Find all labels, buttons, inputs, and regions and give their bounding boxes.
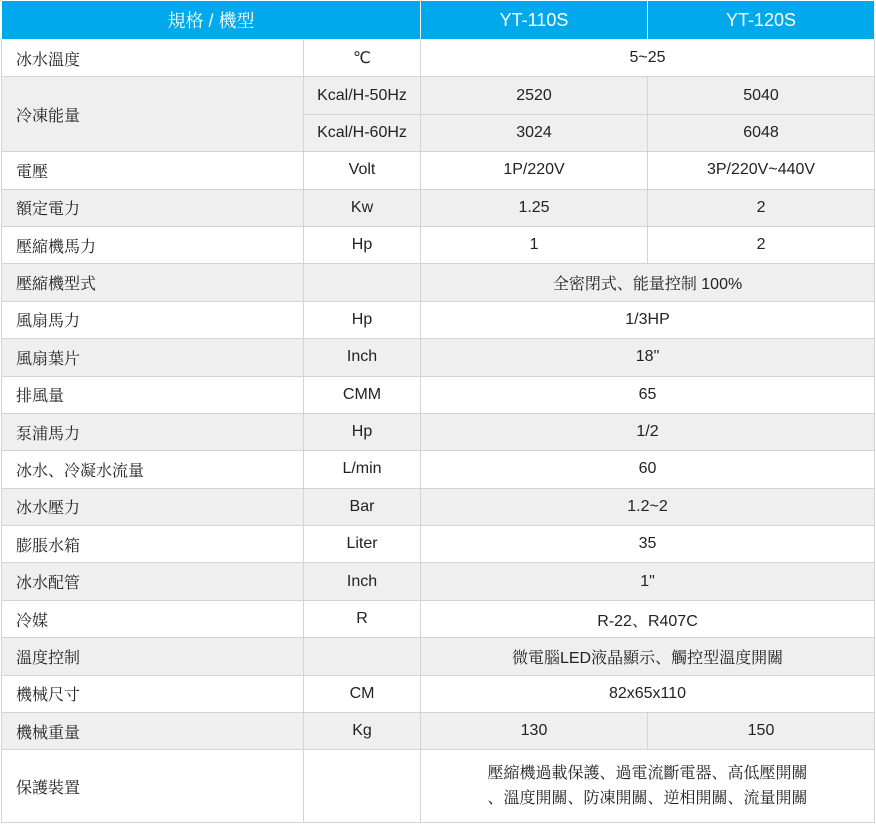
row-value: R-22、R407C bbox=[421, 600, 875, 637]
row-value-model-1: 2520 bbox=[421, 77, 648, 114]
header-model-2: YT-120S bbox=[648, 1, 875, 40]
row-water-pressure bbox=[2, 488, 875, 525]
row-unit: Kg bbox=[304, 713, 421, 750]
row-value-model-2: 150 bbox=[648, 713, 875, 750]
row-compressor-type bbox=[2, 264, 875, 301]
row-value-model-1: 1P/220V bbox=[421, 152, 648, 189]
row-label: 風扇馬力 bbox=[2, 301, 304, 338]
row-value: 微電腦LED液晶顯示、觸控型溫度開關 bbox=[421, 638, 875, 675]
row-voltage bbox=[2, 152, 875, 189]
row-temp-control bbox=[2, 638, 875, 675]
row-value-model-1: 1 bbox=[421, 226, 648, 263]
row-value-model-2: 3P/220V~440V bbox=[648, 152, 875, 189]
row-unit: Kcal/H-50Hz bbox=[304, 77, 421, 114]
row-value-model-2: 2 bbox=[648, 189, 875, 226]
row-value: 82x65x110 bbox=[421, 675, 875, 712]
row-chilled-water-temp bbox=[2, 40, 875, 77]
row-water-flow bbox=[2, 451, 875, 488]
row-unit: Volt bbox=[304, 152, 421, 189]
row-unit: Hp bbox=[304, 413, 421, 450]
row-label: 溫度控制 bbox=[2, 638, 304, 675]
row-unit: Liter bbox=[304, 526, 421, 563]
spec-table bbox=[1, 0, 875, 823]
row-weight bbox=[2, 713, 875, 750]
row-unit: Kw bbox=[304, 189, 421, 226]
row-label: 泵浦馬力 bbox=[2, 413, 304, 450]
row-expansion-tank bbox=[2, 526, 875, 563]
row-protection bbox=[2, 750, 875, 823]
row-unit: Kcal/H-60Hz bbox=[304, 114, 421, 151]
row-unit: Inch bbox=[304, 563, 421, 600]
row-value-model-2: 6048 bbox=[648, 114, 875, 151]
row-label: 機械尺寸 bbox=[2, 675, 304, 712]
row-label: 機械重量 bbox=[2, 713, 304, 750]
row-unit: R bbox=[304, 600, 421, 637]
row-cooling-capacity-50hz bbox=[2, 77, 875, 114]
row-air-volume bbox=[2, 376, 875, 413]
row-value: 1/2 bbox=[421, 413, 875, 450]
row-value: 35 bbox=[421, 526, 875, 563]
row-label: 風扇葉片 bbox=[2, 339, 304, 376]
row-value-model-2: 2 bbox=[648, 226, 875, 263]
row-value-model-1: 1.25 bbox=[421, 189, 648, 226]
row-fan-blade bbox=[2, 339, 875, 376]
row-value bbox=[421, 750, 875, 823]
header-spec-model: 規格 / 機型 bbox=[2, 1, 421, 40]
row-value: 1/3HP bbox=[421, 301, 875, 338]
row-unit: Bar bbox=[304, 488, 421, 525]
row-rated-power bbox=[2, 189, 875, 226]
row-label: 電壓 bbox=[2, 152, 304, 189]
row-unit: L/min bbox=[304, 451, 421, 488]
row-unit: ℃ bbox=[304, 40, 421, 77]
row-unit: CMM bbox=[304, 376, 421, 413]
row-label: 排風量 bbox=[2, 376, 304, 413]
row-value: 18" bbox=[421, 339, 875, 376]
row-unit: Hp bbox=[304, 301, 421, 338]
row-value: 65 bbox=[421, 376, 875, 413]
row-value: 1.2~2 bbox=[421, 488, 875, 525]
row-label: 壓縮機馬力 bbox=[2, 226, 304, 263]
row-label: 冷媒 bbox=[2, 600, 304, 637]
row-pump-hp bbox=[2, 413, 875, 450]
row-dimensions bbox=[2, 675, 875, 712]
row-label: 額定電力 bbox=[2, 189, 304, 226]
row-value-model-1: 3024 bbox=[421, 114, 648, 151]
row-label: 冰水壓力 bbox=[2, 488, 304, 525]
table-header-row bbox=[2, 1, 875, 40]
row-label: 膨脹水箱 bbox=[2, 526, 304, 563]
row-unit: CM bbox=[304, 675, 421, 712]
row-value-model-1: 130 bbox=[421, 713, 648, 750]
row-value: 全密閉式、能量控制 100% bbox=[421, 264, 875, 301]
row-value-model-2: 5040 bbox=[648, 77, 875, 114]
row-unit bbox=[304, 750, 421, 823]
row-unit bbox=[304, 264, 421, 301]
protection-line-2: 、溫度開關、防凍開關、逆相開關、流量開關 bbox=[487, 790, 808, 808]
row-label: 冷凍能量 bbox=[2, 77, 304, 152]
row-unit: Inch bbox=[304, 339, 421, 376]
row-label: 壓縮機型式 bbox=[2, 264, 304, 301]
protection-line-1: 壓縮機過載保護、過電流斷電器、高低壓開關 bbox=[487, 765, 808, 783]
row-fan-hp bbox=[2, 301, 875, 338]
row-piping bbox=[2, 563, 875, 600]
row-refrigerant bbox=[2, 600, 875, 637]
row-label: 冰水配管 bbox=[2, 563, 304, 600]
row-unit bbox=[304, 638, 421, 675]
row-label: 冰水溫度 bbox=[2, 40, 304, 77]
row-label: 冰水、冷凝水流量 bbox=[2, 451, 304, 488]
row-value: 1" bbox=[421, 563, 875, 600]
row-compressor-hp bbox=[2, 226, 875, 263]
header-model-1: YT-110S bbox=[421, 1, 648, 40]
row-unit: Hp bbox=[304, 226, 421, 263]
row-value: 5~25 bbox=[421, 40, 875, 77]
row-label: 保護裝置 bbox=[2, 750, 304, 823]
row-value: 60 bbox=[421, 451, 875, 488]
